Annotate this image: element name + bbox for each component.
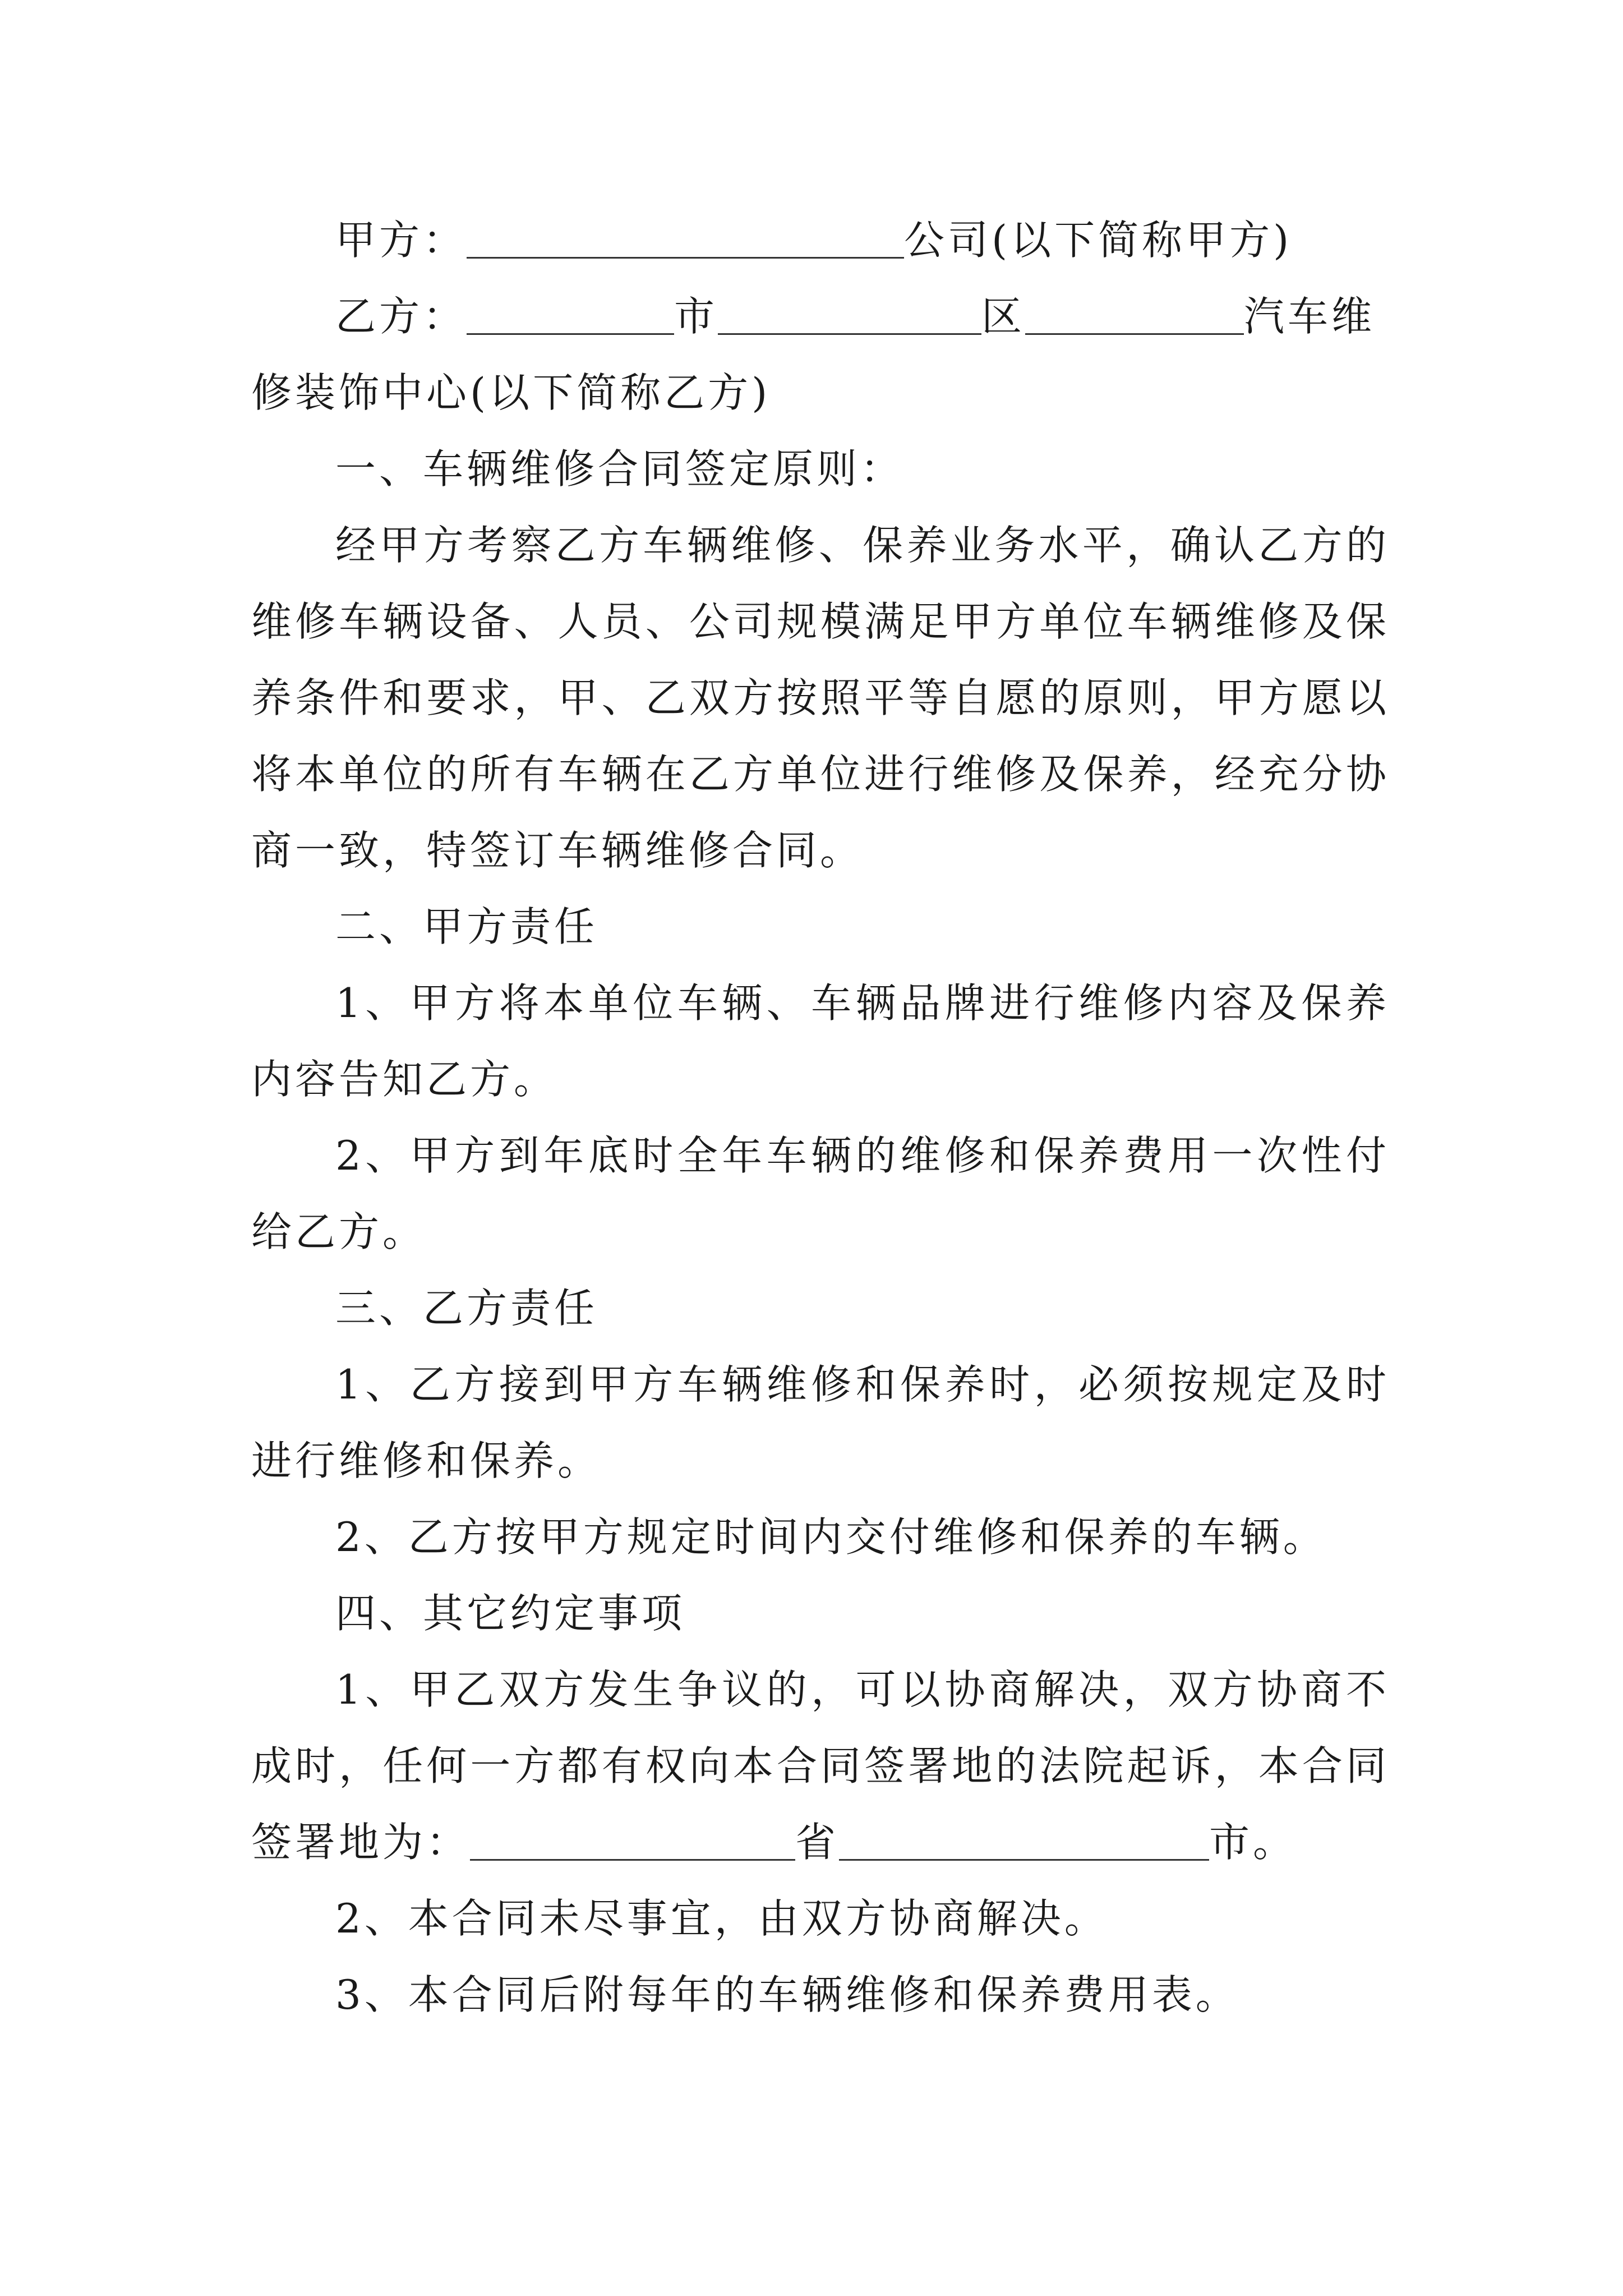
- section2-item1-line-1: 1、甲方将本单位车辆、车辆品牌进行维修内容及保养: [335, 979, 1390, 1027]
- party-b-city-blank[interactable]: [467, 293, 674, 335]
- party-b-city-label: 市: [674, 293, 718, 340]
- section1-line-1: 经甲方考察乙方车辆维修、保养业务水平，确认乙方的: [335, 522, 1390, 569]
- section2-heading: 二、甲方责任: [335, 903, 598, 950]
- sign-location-label: 签署地为：: [251, 1819, 471, 1866]
- section4-item1-line-3: [251, 1804, 1390, 1880]
- section1-line-2: 维修车辆设备、人员、公司规模满足甲方单位车辆维修及保: [251, 598, 1390, 645]
- sign-city-label: 市。: [1209, 1819, 1297, 1866]
- party-b-name-blank[interactable]: [1025, 293, 1244, 335]
- party-b-district-blank[interactable]: [718, 293, 981, 335]
- party-b-line: [251, 278, 1390, 355]
- party-b-suffix-1: 汽车维: [1244, 293, 1376, 340]
- sign-province-label: 省: [795, 1819, 840, 1866]
- party-a-line: [251, 202, 1390, 278]
- section1-line-3: 养条件和要求，甲、乙双方按照平等自愿的原则，甲方愿以: [251, 674, 1390, 721]
- section4-item1-line-1: 1、甲乙双方发生争议的，可以协商解决，双方协商不: [335, 1666, 1390, 1713]
- section2-item2-line-2: 给乙方。: [251, 1208, 427, 1255]
- section2-item1-line-2: 内容告知乙方。: [251, 1056, 558, 1103]
- section4-item1-line-2: 成时，任何一方都有权向本合同签署地的法院起诉，本合同: [251, 1742, 1390, 1789]
- party-b-suffix-2: 修装饰中心(以下简称乙方): [251, 369, 771, 416]
- section1-line-4: 将本单位的所有车辆在乙方单位进行维修及保养，经充分协: [251, 751, 1390, 798]
- contract-body: [251, 202, 1390, 2033]
- party-b-label: 乙方：: [335, 293, 467, 340]
- section3-item1-line-1: 1、乙方接到甲方车辆维修和保养时，必须按规定及时: [335, 1361, 1390, 1408]
- party-b-line-2: [251, 355, 1390, 431]
- party-a-suffix: 公司(以下简称甲方): [904, 217, 1293, 264]
- section3-heading: 三、乙方责任: [335, 1285, 598, 1332]
- section3-item1-line-2: 进行维修和保养。: [251, 1437, 602, 1484]
- section3-item2: 2、乙方按甲方规定时间内交付维修和保养的车辆。: [335, 1513, 1327, 1561]
- section4-item3: 3、本合同后附每年的车辆维修和保养费用表。: [335, 1971, 1239, 2018]
- sign-city-blank[interactable]: [839, 1819, 1209, 1861]
- party-a-company-blank[interactable]: [467, 217, 904, 259]
- section2-item2-line-1: 2、甲方到年底时全年车辆的维修和保养费用一次性付: [335, 1132, 1390, 1179]
- sign-province-blank[interactable]: [470, 1819, 795, 1861]
- party-a-label: 甲方：: [335, 217, 467, 264]
- section4-item2: 2、本合同未尽事宜，由双方协商解决。: [335, 1895, 1108, 1942]
- party-b-district-label: 区: [981, 293, 1026, 340]
- section1-line-5: 商一致，特签订车辆维修合同。: [251, 827, 864, 874]
- section4-heading: 四、其它约定事项: [335, 1590, 686, 1637]
- section1-heading: 一、车辆维修合同签定原则：: [335, 445, 905, 493]
